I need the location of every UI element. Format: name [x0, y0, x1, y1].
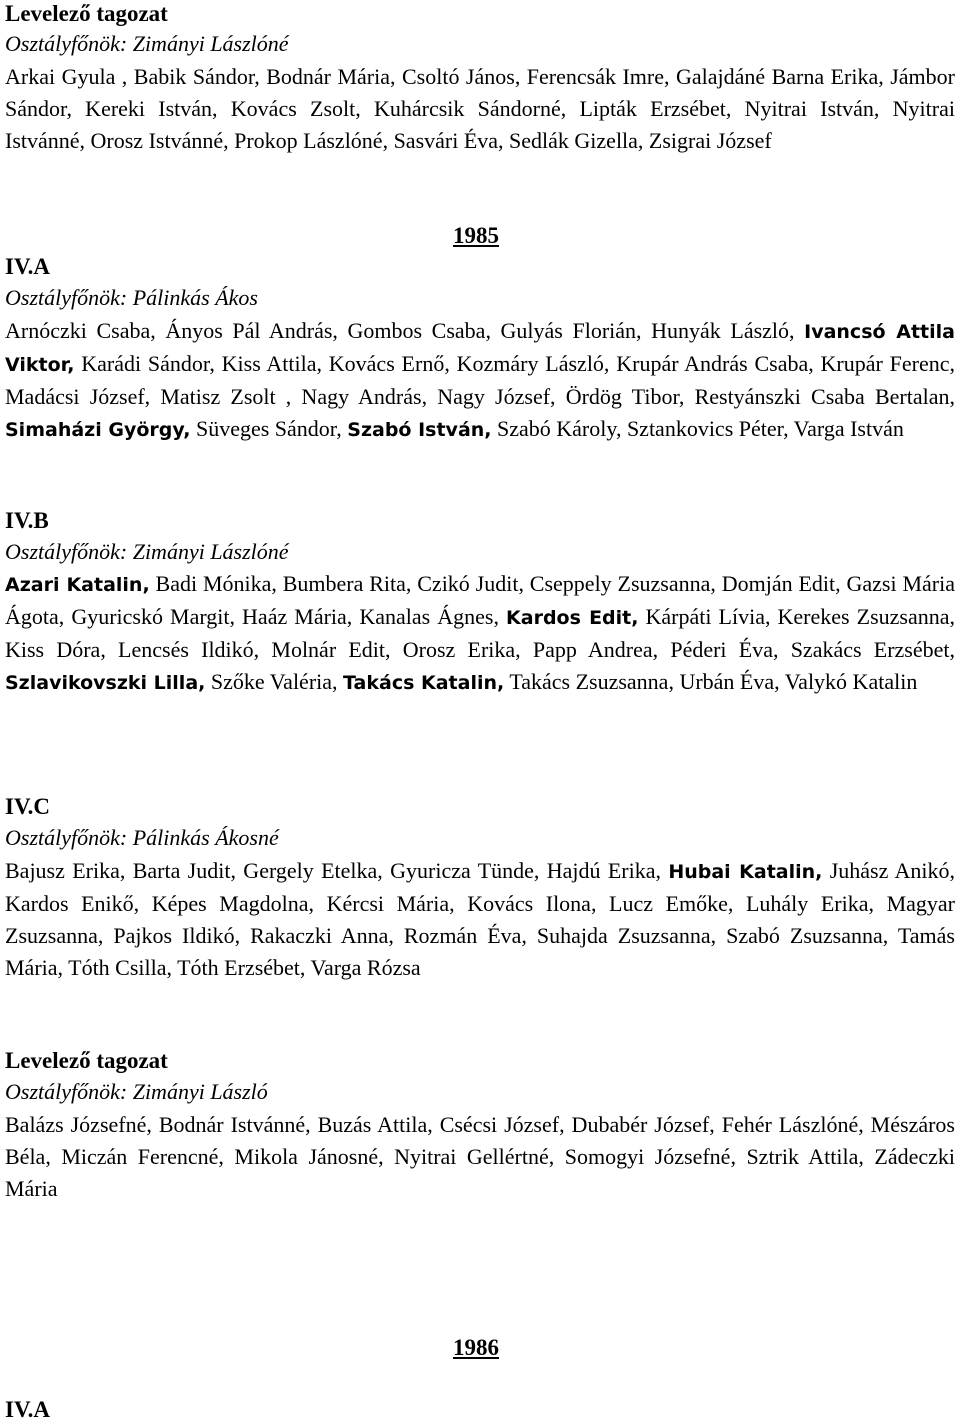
- student-names-text: Bajusz Erika, Barta Judit, Gergely Etelka, Gyuricza Tünde, Hajdú Erika,: [5, 858, 669, 883]
- student-names-text: Balázs Józsefné, Bodnár Istvánné, Buzás Attila, Csécsi József, Dubabér József, Fehér Lászlóné, Mészáros Béla, Miczán Ferencné, Mikola Jánosné, Nyitrai Gellértné, Somogyi Józsefné, Sztrik Attila, Zádeczki Mária: [5, 1112, 955, 1201]
- student-names-text: Szabó Károly, Sztankovics Péter, Varga István: [491, 416, 904, 441]
- section-heading-levelezo: Levelező tagozat: [5, 1, 168, 26]
- student-names-text: Arnóczki Csaba, Ányos Pál András, Gombos Csaba, Gulyás Florián, Hunyák László,: [5, 318, 805, 343]
- student-names-text: Kárpáti Lívia, Kerekes Zsuzsanna, Kiss Dóra, Lencsés Ildikó, Molnár Edit, Orosz Erika, Papp Andrea, Péderi Éva, Szakács Erzsébet,: [5, 604, 955, 662]
- highlighted-student-name: Kardos Edit,: [506, 607, 639, 629]
- year-heading-1986: 1986: [453, 1335, 499, 1360]
- section-heading-levelezo: Levelező tagozat: [5, 1048, 168, 1073]
- class-teacher-line: Osztályfőnök: Pálinkás Ákosné: [5, 825, 279, 850]
- class-teacher-line: Osztályfőnök: Zimányi László: [5, 1079, 268, 1104]
- class-teacher-line: Osztályfőnök: Zimányi Lászlóné: [5, 31, 289, 56]
- highlighted-student-name: Szabó István,: [347, 419, 492, 441]
- highlighted-student-name: Hubai Katalin,: [668, 861, 823, 883]
- highlighted-student-name: Ivancsó Attila Viktor,: [5, 321, 955, 376]
- highlighted-student-name: Takács Katalin,: [343, 672, 505, 694]
- section-heading-iv-a: IV.A: [5, 1397, 50, 1422]
- section-heading-iv-b: IV.B: [5, 508, 49, 533]
- section-heading-iv-a: IV.A: [5, 254, 50, 279]
- student-names-text: Karádi Sándor, Kiss Attila, Kovács Ernő, Kozmáry László, Krupár András Csaba, Krupár Ferenc, Madácsi József, Matisz Zsolt , Nagy András, Nagy József, Ördög Tibor, Restyánszki Csaba Bertalan,: [5, 351, 955, 409]
- student-names-text: Badi Mónika, Bumbera Rita, Czikó Judit, Cseppely Zsuzsanna, Domján Edit, Gazsi Mária Ágota, Gyuricskó Margit, Haáz Mária, Kanalas Ágnes,: [5, 571, 955, 629]
- student-names-paragraph: [5, 61, 955, 157]
- year-heading-1985: 1985: [453, 223, 499, 248]
- highlighted-student-name: Simaházi György,: [5, 419, 191, 441]
- student-names-paragraph: [5, 1109, 955, 1205]
- student-names-text: Szőke Valéria,: [205, 669, 344, 694]
- student-names-paragraph: [5, 315, 955, 446]
- highlighted-student-name: Azari Katalin,: [5, 574, 150, 596]
- highlighted-student-name: Szlavikovszki Lilla,: [5, 672, 206, 694]
- student-names-text: Süveges Sándor,: [190, 416, 348, 441]
- class-teacher-line: Osztályfőnök: Pálinkás Ákos: [5, 285, 258, 310]
- student-names-text: Juhász Anikó, Kardos Enikő, Képes Magdolna, Kércsi Mária, Kovács Ilona, Lucz Emőke, Luhály Erika, Magyar Zsuzsanna, Pajkos Ildikó, Rakaczki Anna, Rozmán Éva, Suhajda Zsuzsanna, Szabó Zsuzsanna, Tamás Mária, Tóth Csilla, Tóth Erzsébet, Varga Rózsa: [5, 858, 955, 980]
- student-names-paragraph: [5, 568, 955, 699]
- student-names-text: Arkai Gyula , Babik Sándor, Bodnár Mária, Csoltó János, Ferencsák Imre, Galajdáné Barna Erika, Jámbor Sándor, Kereki István, Kovács Zsolt, Kuhárcsik Sándorné, Lipták Erzsébet, Nyitrai István, Nyitrai Istvánné, Orosz Istvánné, Prokop Lászlóné, Sasvári Éva, Sedlák Gizella, Zsigrai József: [5, 64, 955, 153]
- student-names-paragraph: [5, 855, 955, 984]
- student-names-text: Takács Zsuzsanna, Urbán Éva, Valykó Katalin: [504, 669, 918, 694]
- section-heading-iv-c: IV.C: [5, 794, 50, 819]
- class-teacher-line: Osztályfőnök: Zimányi Lászlóné: [5, 539, 289, 564]
